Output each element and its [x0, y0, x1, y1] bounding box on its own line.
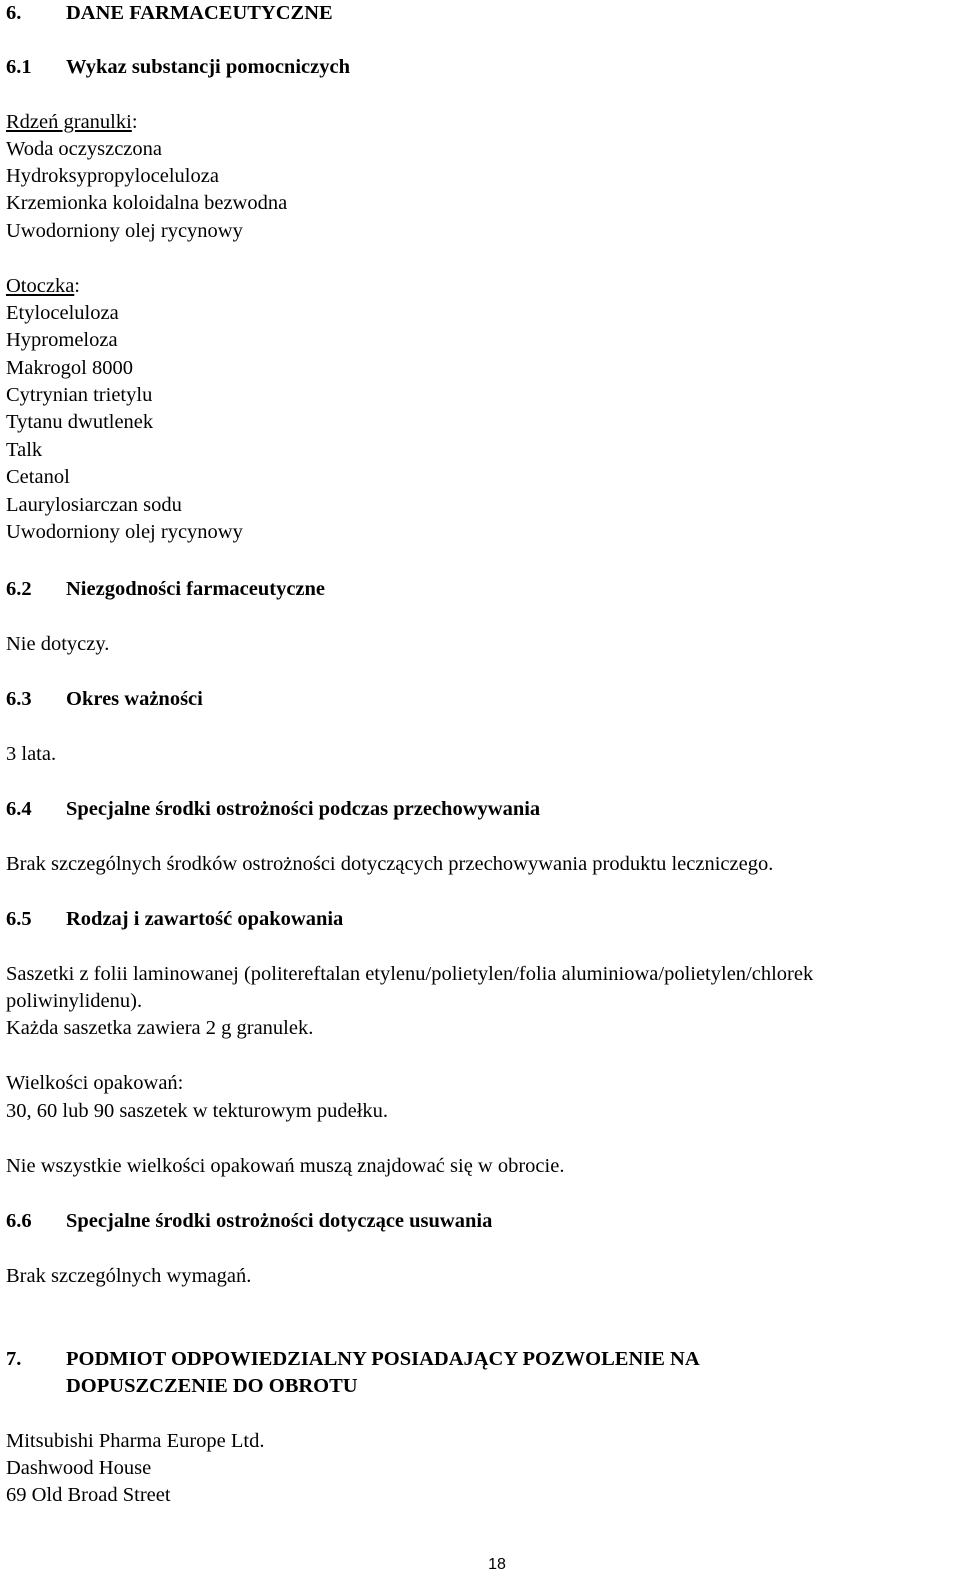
section-6-6-text: Brak szczególnych wymagań.: [6, 1265, 252, 1287]
section-6-3-text: 3 lata.: [6, 743, 57, 765]
section-6-2-heading: [6, 576, 325, 603]
coat-item: Uwodorniony olej rycynowy: [6, 521, 243, 543]
coat-item: Tytanu dwutlenek: [6, 411, 154, 433]
coat-label-line: [6, 273, 80, 300]
section-6-1-heading: [6, 54, 350, 81]
core-label-line: [6, 109, 138, 136]
core-label-colon: :: [131, 111, 138, 133]
coat-item: Talk: [6, 439, 43, 461]
core-label: Rdzeń granulki: [6, 111, 132, 133]
section-6-2-title: Niezgodności farmaceutyczne: [66, 578, 326, 600]
package-sizes-label: Wielkości opakowań:: [6, 1072, 184, 1094]
address-line: Mitsubishi Pharma Europe Ltd.: [6, 1430, 265, 1452]
core-item: Uwodorniony olej rycynowy: [6, 220, 243, 242]
section-6-5-number: 6.5: [6, 908, 32, 930]
address-line: Dashwood House: [6, 1457, 152, 1479]
section-6-5-text-line: poliwinylidenu).: [6, 990, 143, 1012]
section-6-5-text-line: Saszetki z folii laminowanej (politereftalan etylenu/polietylen/folia aluminiowa/polietylen/chlorek: [6, 963, 814, 985]
core-item: Woda oczyszczona: [6, 138, 163, 160]
core-item: Hydroksypropyloceluloza: [6, 165, 219, 187]
section-6-4-number: 6.4: [6, 798, 32, 820]
package-note: Nie wszystkie wielkości opakowań muszą znajdować się w obrocie.: [6, 1155, 565, 1177]
address-line: 69 Old Broad Street: [6, 1484, 171, 1506]
section-6-2-number: 6.2: [6, 578, 32, 600]
section-6-5-heading: [6, 906, 343, 933]
section-6-6-title: Specjalne środki ostrożności dotyczące usuwania: [66, 1210, 493, 1232]
section-7-title-line2: DOPUSZCZENIE DO OBROTU: [66, 1375, 358, 1397]
section-6-title: DANE FARMACEUTYCZNE: [66, 2, 333, 24]
core-item: Krzemionka koloidalna bezwodna: [6, 192, 288, 214]
section-6-number: 6.: [6, 2, 22, 24]
section-6-6-heading: [6, 1208, 492, 1235]
section-6-4-heading: [6, 796, 540, 823]
coat-item: Cetanol: [6, 466, 70, 488]
package-sizes-text: 30, 60 lub 90 saszetek w tekturowym pudełku.: [6, 1100, 389, 1122]
section-6-3-title: Okres ważności: [66, 688, 203, 710]
section-7-heading: [6, 1346, 700, 1373]
section-6-1-number: 6.1: [6, 56, 32, 78]
section-6-2-text: Nie dotyczy.: [6, 633, 110, 655]
coat-label-colon: :: [74, 275, 80, 297]
page-number: 18: [488, 1556, 506, 1573]
coat-item: Cytrynian trietylu: [6, 384, 153, 406]
section-6-5-title: Rodzaj i zawartość opakowania: [66, 908, 344, 930]
section-6-3-heading: [6, 686, 203, 713]
section-6-6-number: 6.6: [6, 1210, 32, 1232]
section-6-3-number: 6.3: [6, 688, 32, 710]
coat-item: Etyloceluloza: [6, 302, 119, 324]
coat-item: Laurylosiarczan sodu: [6, 494, 182, 516]
section-6-heading: [6, 0, 333, 27]
section-7-title-line1: PODMIOT ODPOWIEDZIALNY POSIADAJĄCY POZWOLENIE NA: [66, 1348, 700, 1370]
section-6-1-title: Wykaz substancji pomocniczych: [66, 56, 350, 78]
section-6-5-text-line: Każda saszetka zawiera 2 g granulek.: [6, 1017, 314, 1039]
coat-item: Hypromeloza: [6, 329, 118, 351]
section-7-number: 7.: [6, 1348, 22, 1370]
coat-label: Otoczka: [6, 275, 75, 297]
section-6-4-text: Brak szczególnych środków ostrożności dotyczących przechowywania produktu leczniczego.: [6, 853, 774, 875]
section-6-4-title: Specjalne środki ostrożności podczas przechowywania: [66, 798, 541, 820]
coat-item: Makrogol 8000: [6, 357, 133, 379]
